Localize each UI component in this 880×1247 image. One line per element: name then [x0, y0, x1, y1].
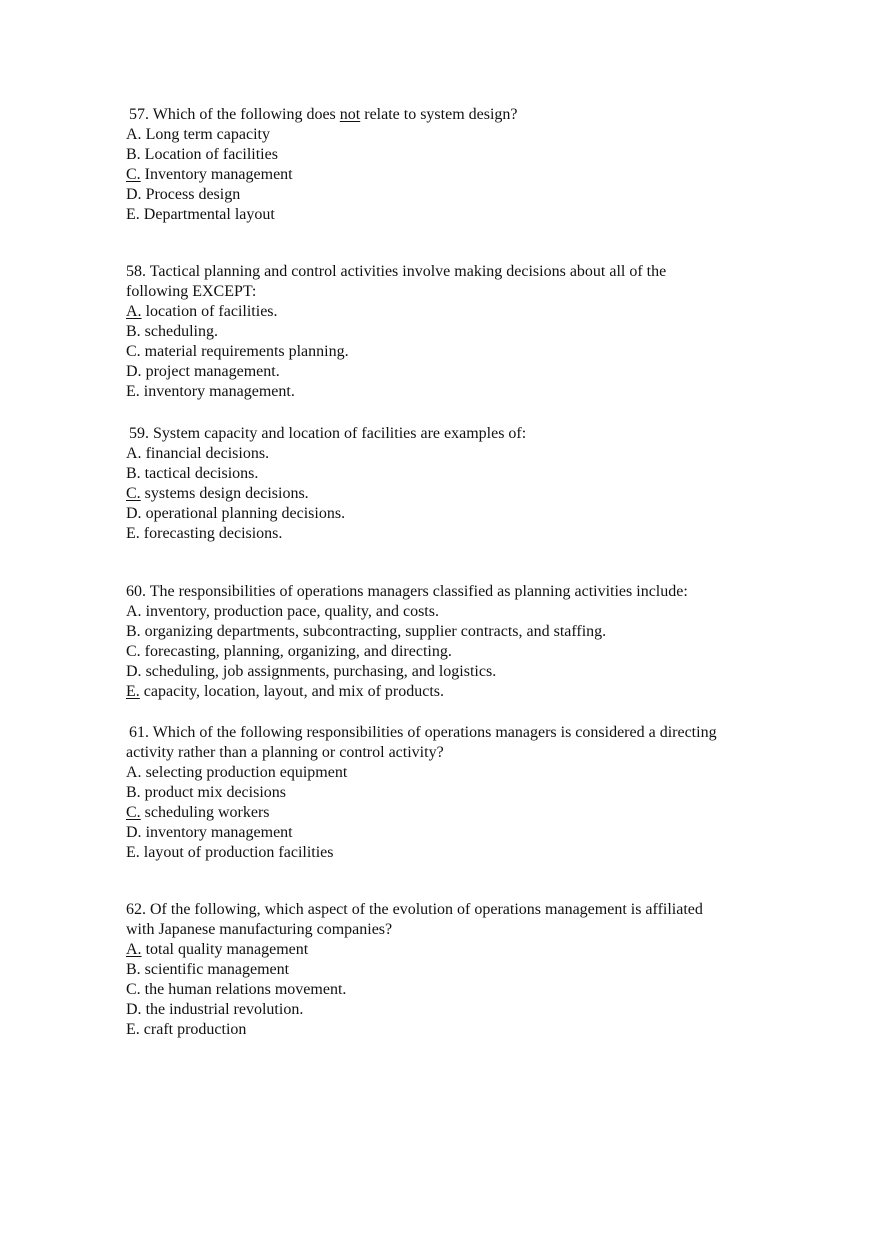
option-text: Inventory management — [140, 166, 293, 183]
option-text: organizing departments, subcontracting, supplier contracts, and staffing. — [140, 623, 607, 640]
question-59 — [126, 424, 786, 544]
question-text-line: with Japanese manufacturing companies? — [126, 921, 393, 938]
question-text — [126, 723, 786, 763]
option-text: financial decisions. — [141, 445, 270, 462]
option-text: scheduling. — [140, 323, 218, 340]
option-text: forecasting, planning, organizing, and directing. — [140, 643, 452, 660]
option-text: inventory management. — [139, 383, 295, 400]
question-text — [126, 900, 786, 940]
answer-options — [126, 444, 786, 544]
option-text: inventory, production pace, quality, and costs. — [141, 603, 439, 620]
answer-option-a — [126, 763, 786, 783]
option-text: selecting production equipment — [141, 764, 348, 781]
question-61 — [126, 723, 786, 863]
option-text: material requirements planning. — [140, 343, 349, 360]
option-letter: D. — [126, 186, 142, 203]
option-letter: E. — [126, 206, 140, 223]
option-text: the industrial revolution. — [141, 1001, 304, 1018]
answer-option-d — [126, 823, 786, 843]
option-letter: B. — [126, 961, 141, 978]
question-text-line: 59. System capacity and location of facilities are examples of: — [129, 425, 527, 442]
answer-option-d — [126, 1000, 786, 1020]
answer-option-d — [126, 504, 786, 524]
question-text-line: 58. Tactical planning and control activities involve making decisions about all of the — [126, 263, 667, 280]
option-letter-marked: C. — [126, 166, 141, 183]
option-letter: E. — [126, 383, 140, 400]
answer-options — [126, 602, 786, 702]
answer-option-b — [126, 622, 786, 642]
question-text-line: activity rather than a planning or control activity? — [126, 744, 444, 761]
option-text: scheduling workers — [140, 804, 270, 821]
option-text: Long term capacity — [141, 126, 270, 143]
answer-option-e — [126, 382, 786, 402]
answer-option-d — [126, 362, 786, 382]
option-text: total quality management — [141, 941, 309, 958]
question-text — [126, 105, 786, 125]
answer-option-b — [126, 960, 786, 980]
option-text: forecasting decisions. — [139, 525, 283, 542]
option-letter: B. — [126, 623, 141, 640]
question-text-line: 61. Which of the following responsibilities of operations managers is considered a directing — [129, 724, 717, 741]
answer-options — [126, 763, 786, 863]
answer-option-a-marked — [126, 302, 786, 322]
option-letter-marked: E. — [126, 683, 140, 700]
option-letter: E. — [126, 1021, 140, 1038]
option-letter: C. — [126, 643, 141, 660]
answer-option-c-marked — [126, 165, 786, 185]
answer-option-d — [126, 662, 786, 682]
question-text-part: 57. Which of the following does — [129, 106, 340, 123]
option-letter-marked: C. — [126, 804, 141, 821]
answer-option-c-marked — [126, 484, 786, 504]
option-letter: E. — [126, 844, 140, 861]
answer-option-a — [126, 602, 786, 622]
option-letter: D. — [126, 824, 142, 841]
option-text: scientific management — [140, 961, 290, 978]
option-letter: C. — [126, 343, 141, 360]
option-letter: D. — [126, 363, 142, 380]
answer-option-e — [126, 205, 786, 225]
answer-options — [126, 302, 786, 402]
question-58 — [126, 262, 786, 402]
answer-option-c — [126, 642, 786, 662]
option-letter: D. — [126, 505, 142, 522]
option-text: inventory management — [141, 824, 293, 841]
answer-option-b — [126, 783, 786, 803]
option-letter: A. — [126, 126, 142, 143]
answer-option-b — [126, 322, 786, 342]
option-text: Departmental layout — [139, 206, 275, 223]
option-letter: A. — [126, 603, 142, 620]
option-text: craft production — [139, 1021, 247, 1038]
option-text: the human relations movement. — [140, 981, 347, 998]
option-text: Location of facilities — [140, 146, 278, 163]
answer-option-e — [126, 1020, 786, 1040]
option-text: product mix decisions — [140, 784, 286, 801]
option-letter: B. — [126, 323, 141, 340]
question-57 — [126, 105, 786, 225]
question-60 — [126, 582, 786, 702]
option-text: scheduling, job assignments, purchasing, and logistics. — [141, 663, 497, 680]
question-text-line: 60. The responsibilities of operations managers classified as planning activities include: — [126, 583, 688, 600]
answer-option-a-marked — [126, 940, 786, 960]
answer-option-d — [126, 185, 786, 205]
option-letter: A. — [126, 764, 142, 781]
option-letter: E. — [126, 525, 140, 542]
answer-option-b — [126, 464, 786, 484]
option-text: Process design — [141, 186, 241, 203]
option-letter: D. — [126, 663, 142, 680]
emphasized-word: not — [339, 106, 361, 123]
question-text-line: 62. Of the following, which aspect of the evolution of operations management is affiliated — [126, 901, 703, 918]
option-text: systems design decisions. — [140, 485, 309, 502]
answer-option-c — [126, 342, 786, 362]
answer-option-c-marked — [126, 803, 786, 823]
answer-option-e — [126, 524, 786, 544]
option-letter: B. — [126, 465, 141, 482]
option-letter: A. — [126, 445, 142, 462]
question-text-line: following EXCEPT: — [126, 283, 257, 300]
option-text: project management. — [141, 363, 280, 380]
question-62 — [126, 900, 786, 1040]
option-letter: C. — [126, 981, 141, 998]
answer-options — [126, 125, 786, 225]
option-text: tactical decisions. — [140, 465, 259, 482]
question-text-part: relate to system design? — [360, 106, 518, 123]
answer-option-a — [126, 125, 786, 145]
answer-option-c — [126, 980, 786, 1000]
answer-options — [126, 940, 786, 1040]
option-letter: B. — [126, 146, 141, 163]
option-letter: D. — [126, 1001, 142, 1018]
option-text: location of facilities. — [141, 303, 278, 320]
option-letter-marked: C. — [126, 485, 141, 502]
option-text: operational planning decisions. — [141, 505, 346, 522]
question-text — [126, 262, 786, 302]
answer-option-a — [126, 444, 786, 464]
option-letter-marked: A. — [126, 303, 142, 320]
question-text — [126, 424, 786, 444]
option-letter-marked: A. — [126, 941, 142, 958]
option-text: capacity, location, layout, and mix of products. — [139, 683, 444, 700]
answer-option-e — [126, 843, 786, 863]
question-text — [126, 582, 786, 602]
option-letter: B. — [126, 784, 141, 801]
option-text: layout of production facilities — [139, 844, 334, 861]
answer-option-e-marked — [126, 682, 786, 702]
answer-option-b — [126, 145, 786, 165]
